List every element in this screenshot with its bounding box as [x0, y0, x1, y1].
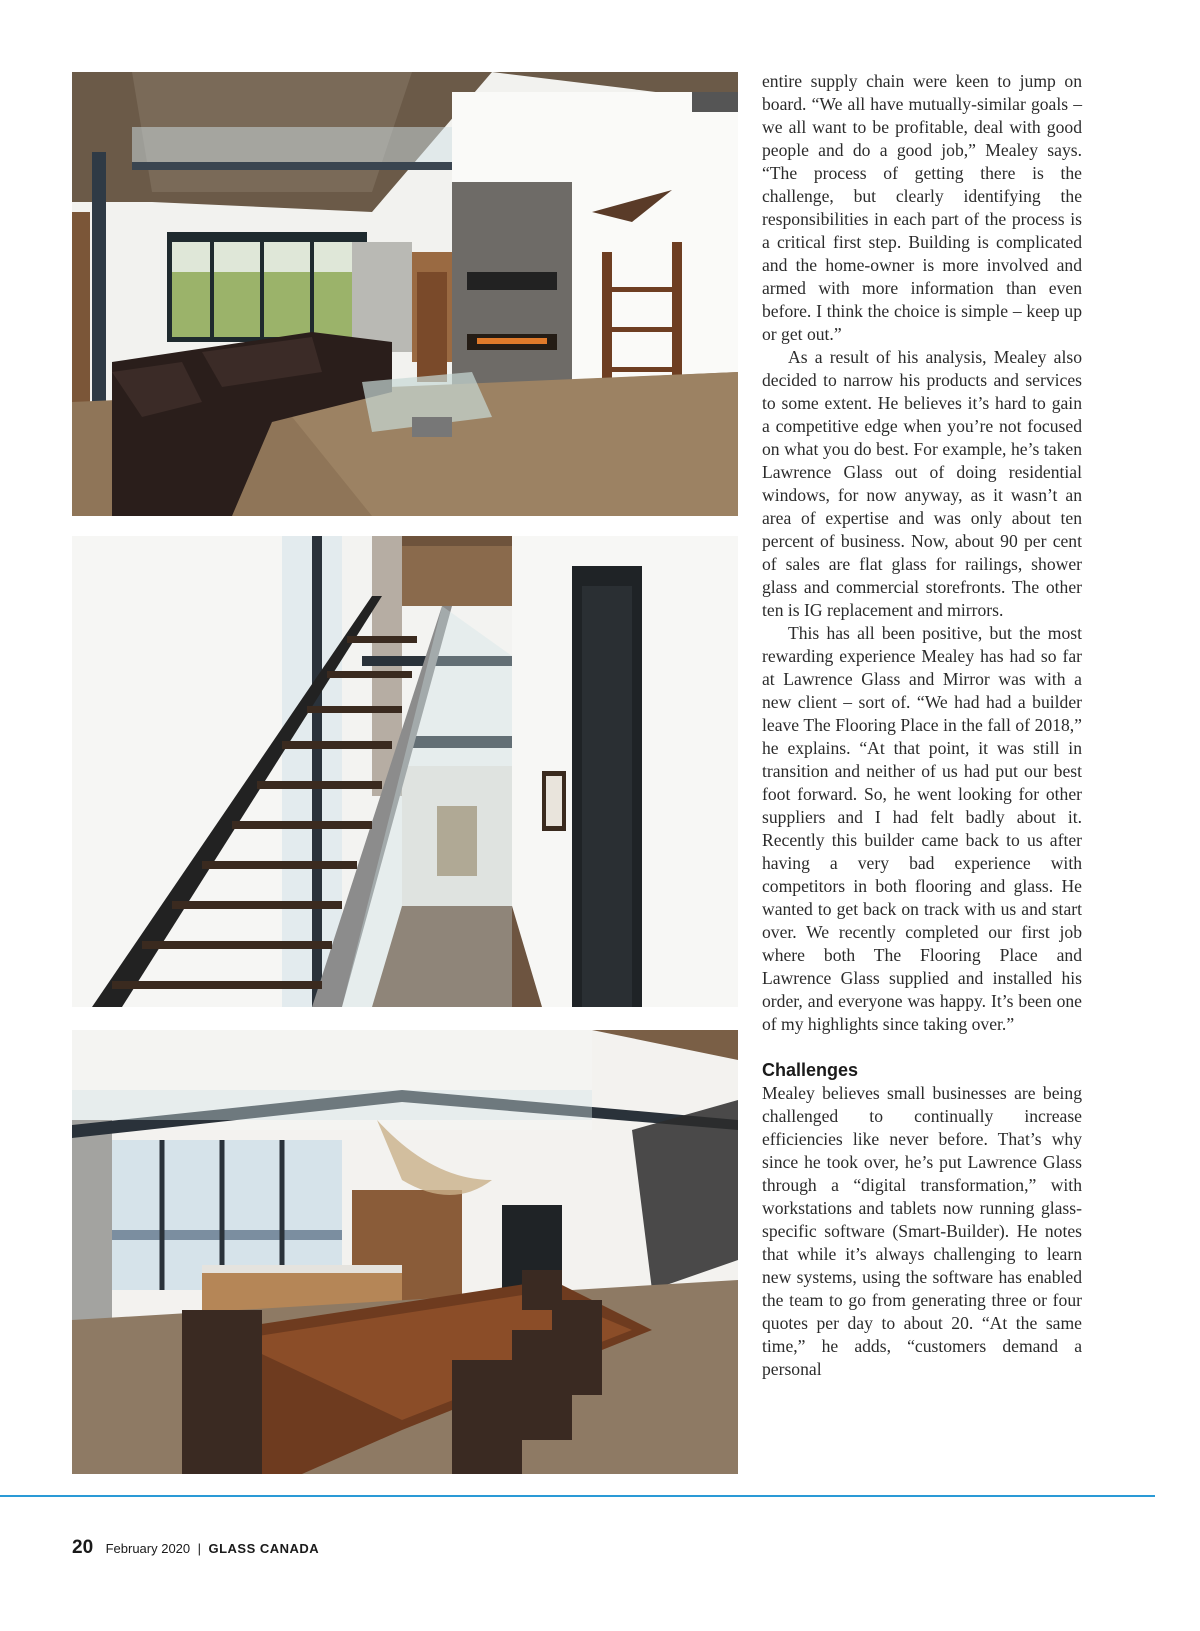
staircase-photo: [72, 536, 738, 1007]
footer-rule: [0, 1495, 1155, 1497]
paragraph-4: Mealey believes small businesses are being challenged to continually increase efficiencies like never before. That’s why since he took over, he’s put Lawrence Glass through a “digital transformation,” with workstations and tablets now running glass-specific software (Smart-Builder). He notes that while it’s always challenging to learn new systems, using the software has enabled the team to go from generating three or four quotes per day to about 20. “At the same time,” he adds, “customers demand a personal: [762, 1083, 1082, 1379]
page-footer: [72, 1537, 319, 1559]
paragraph-1: entire supply chain were keen to jump on board. “We all have mutually-similar goals – we all want to be profitable, deal with good people and do a good job,” Mealey says. “The process of getting there is the challenge, but clearly identifying the responsibilities in each part of the process is a critical first step. Building is complicated and the home-owner is more involved and armed with more information than even before. I think the choice is simple – keep up or get out.”: [762, 71, 1082, 344]
magazine-name: GLASS CANADA: [208, 1541, 320, 1556]
living-room-photo: [72, 72, 738, 516]
page-number: 20: [72, 1537, 94, 1558]
section-heading: Challenges: [762, 1060, 859, 1080]
paragraph-3: This has all been positive, but the most rewarding experience Mealey has had so far at Lawrence Glass and Mirror was with a new client – sort of. “We had had a builder leave The Flooring Place in the fall of 2018,” he explains. “At that point, it was still in transition and neither of us had put our best foot forward. So, he went looking for other suppliers and I had felt badly about it. Recently this builder came back to us after having a very bad experience with competitors in both flooring and glass. He wanted to get back on track with us and start over. We recently completed our first job where both The Flooring Place and Lawrence Glass supplied and installed his order, and everyone was happy. It’s been one of my highlights since taking over.”: [762, 623, 1082, 1034]
issue-date: February 2020: [105, 1541, 191, 1556]
paragraph-2: As a result of his analysis, Mealey also decided to narrow his products and services to some extent. He believes it’s hard to gain a competitive edge when you’re not focused on what you do best. For example, he’s taken Lawrence Glass out of doing residential windows, for now anyway, as it wasn’t an area of expertise and was only about ten percent of business. Now, about 90 per cent of sales are flat glass for railings, shower glass and commercial storefronts. The other ten is IG replacement and mirrors.: [762, 347, 1082, 620]
article-column: [762, 70, 1082, 1381]
dining-room-photo: [72, 1030, 738, 1474]
footer-separator: |: [197, 1541, 201, 1556]
